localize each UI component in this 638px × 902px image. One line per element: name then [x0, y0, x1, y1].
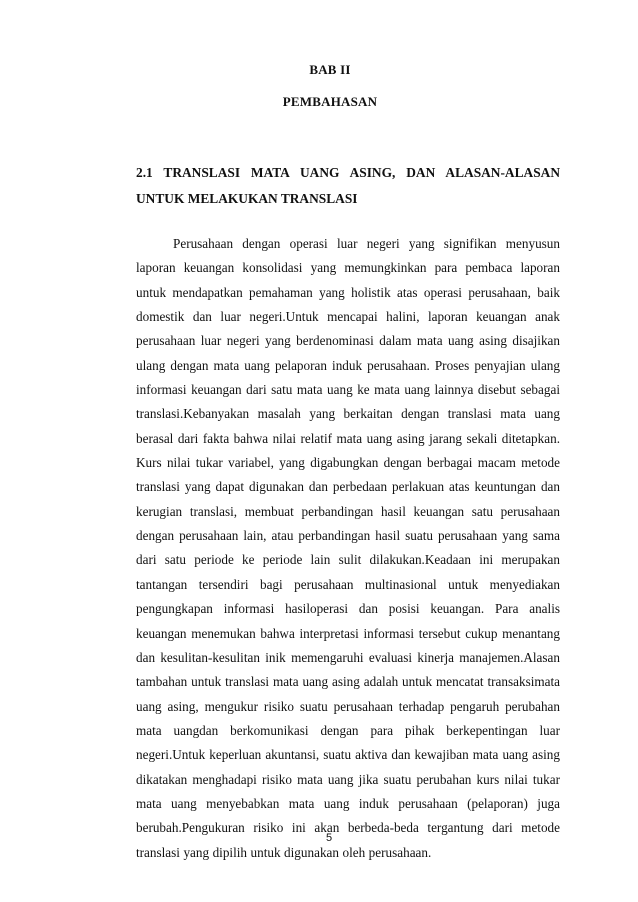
chapter-number: BAB II [309, 62, 351, 77]
page-number: 5 [325, 832, 333, 844]
section-heading: 2.1 TRANSLASI MATA UANG ASING, DAN ALASAN-ALASAN UNTUK MELAKUKAN TRANSLASI [136, 165, 560, 206]
chapter-title: PEMBAHASAN [282, 94, 378, 109]
body-paragraph: Perusahaan dengan operasi luar negeri yang signifikan menyusun laporan keuangan konsolidasi yang memungkinkan para pembaca laporan untuk mendapatkan pemahaman yang holistik atas operasi perusahaan, baik domestik dan luar negeri.Untuk mencapai halini, laporan keuangan anak perusahaan luar negeri yang berdenominasi dalam mata uang asing disajikan ulang dengan mata uang pelaporan induk perusahaan. Proses penyajian ulang informasi keuangan dari satu mata uang ke mata uang lainnya disebut sebagai translasi.Kebanyakan masalah yang berkaitan dengan translasi mata uang berasal dari fakta bahwa nilai relatif mata uang asing jarang sekali ditetapkan. Kurs nilai tukar variabel, yang digabungkan dengan berbagai macam metode translasi yang dapat digunakan dan perbedaan perlakuan atas keuntungan dan kerugian translasi, membuat perbandingan hasil keuangan satu perusahaan dengan perusahaan lain, atau perbandingan hasil suatu perusahaan yang sama dari satu periode ke periode lain sulit dilakukan.Keadaan ini merupakan tantangan tersendiri bagi perusahaan multinasional untuk menyediakan pengungkapan informasi hasiloperasi dan posisi keuangan. Para analis keuangan menemukan bahwa interpretasi informasi tersebut cukup menantang dan kesulitan-kesulitan inik memengaruhi evaluasi kinerja manajemen.Alasan tambahan untuk translasi mata uang asing adalah untuk mencatat transaksimata uang asing, mengukur risiko suatu perusahaan terhadap pengaruh perubahan mata uangdan berkomunikasi dengan para pihak berkepentingan luar negeri.Untuk keperluan akuntansi, suatu aktiva dan kewajiban mata uang asing dikatakan menghadapi risiko mata uang jika suatu perubahan kurs nilai tukar mata uang menyebabkan mata uang induk perusahaan (pelaporan) juga berubah.Pengukuran risiko ini akan berbeda-beda tergantung dari metode translasi yang dipilih untuk digunakan oleh perusahaan. [136, 236, 560, 860]
